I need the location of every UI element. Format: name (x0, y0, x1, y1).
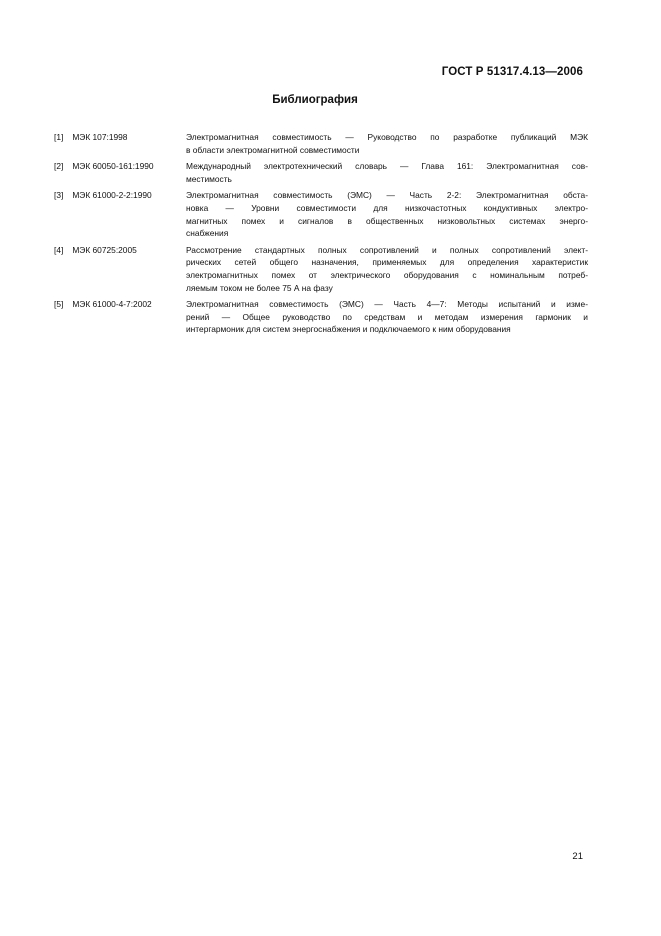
standard-designation: ГОСТ Р 51317.4.13—2006 (441, 66, 583, 78)
entry-reference (54, 189, 186, 239)
entry-standard: МЭК 61000-4-7:2002 (72, 299, 152, 310)
entry-description-line: Электромагнитная совместимость (ЭМС) — Часть 4—7: Методы испытаний и изме- (186, 299, 588, 310)
entry-description-line: снабжения (186, 228, 229, 239)
entry-description-line: электромагнитных помех от электрического оборудования с номинальным потреб- (186, 269, 588, 280)
entry-standard: МЭК 107:1998 (72, 132, 128, 142)
entry-description-line: Электромагнитная совместимость — Руководство по разработке публикаций МЭК (186, 132, 588, 142)
entry-description-line: Электромагнитная совместимость (ЭМС) — Часть 2-2: Электромагнитная обста- (186, 190, 588, 201)
bibliography-entry (54, 189, 588, 239)
entry-description (186, 189, 588, 239)
entry-number: [2] (54, 161, 64, 172)
entry-description (186, 131, 588, 156)
entry-description-line: в области электромагнитной совместимости (186, 144, 360, 155)
bibliography-entry (54, 244, 588, 294)
entry-standard: МЭК 61000-2-2:1990 (72, 190, 152, 201)
entry-description-line: интергармоник для систем энергоснабжения и подключаемого к ним оборудования (186, 324, 511, 335)
entry-description-line: магнитных помех и сигналов в общественных низковольтных системах энерго- (186, 215, 588, 226)
entry-reference (54, 131, 186, 156)
page-number: 21 (572, 851, 583, 862)
entry-description (186, 298, 588, 336)
entry-description-line: Рассмотрение стандартных полных сопротивлений и полных сопротивлений элект- (186, 244, 588, 255)
bibliography-entry (54, 131, 588, 156)
entry-standard: МЭК 60050-161:1990 (72, 161, 154, 172)
entry-number: [5] (54, 299, 64, 310)
entry-description-line: новка — Уровни совместимости для низкочастотных кондуктивных электро- (186, 202, 588, 213)
entry-description (186, 244, 588, 294)
entry-description-line: рических сетей общего назначения, применяемых для определения характеристик (186, 257, 588, 268)
entry-description-line: ляемым током не более 75 А на фазу (186, 282, 333, 293)
entry-reference (54, 160, 186, 185)
entry-number: [3] (54, 190, 64, 201)
entry-reference (54, 298, 186, 336)
entry-reference (54, 244, 186, 294)
bibliography-title: Библиография (272, 94, 358, 106)
entry-description-line: местимость (186, 173, 232, 184)
entry-description (186, 160, 588, 185)
entry-standard: МЭК 60725:2005 (72, 244, 137, 255)
entry-description-line: Международный электротехнический словарь — Глава 161: Электромагнитная сов- (186, 161, 588, 172)
bibliography-entry (54, 298, 588, 336)
bibliography-list (54, 131, 588, 340)
entry-number: [1] (54, 132, 64, 142)
bibliography-entry (54, 160, 588, 185)
entry-description-line: рений — Общее руководство по средствам и методам измерения гармоник и (186, 311, 588, 322)
entry-number: [4] (54, 244, 64, 255)
